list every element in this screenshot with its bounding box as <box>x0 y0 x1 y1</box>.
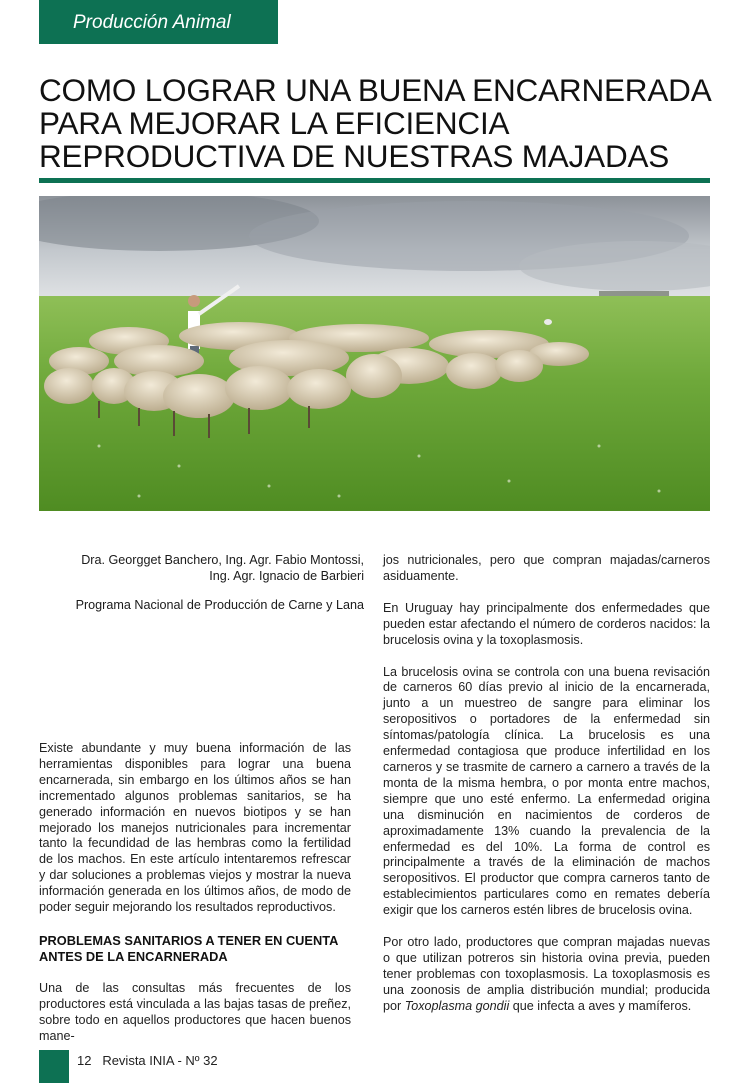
body-paragraph <box>383 935 710 1015</box>
heading-line: ANTES DE LA ENCARNERADA <box>39 948 228 964</box>
title-line: PARA MEJORAR LA EFICIENCIA <box>39 105 510 141</box>
authors-line: Ing. Agr. Ignacio de Barbieri <box>209 568 364 583</box>
text-run: Por otro lado, productores que compran majadas nuevas o que utilizan potreros sin historia ovina previa, pueden tener problemas con toxoplasmosis. La toxoplasmosis es una zoonosis de amplia distribución mundial; producida por <box>383 935 710 1013</box>
species-name: Toxoplasma gondii <box>404 998 510 1013</box>
title-line: REPRODUCTIVA DE NUESTRAS MAJADAS <box>39 138 670 174</box>
program-name: Programa Nacional de Producción de Carne y Lana <box>75 598 364 612</box>
article-title <box>39 74 729 173</box>
left-column-continued <box>39 981 351 1045</box>
authors-line: Dra. Georgget Banchero, Ing. Agr. Fabio Montossi, <box>81 553 364 567</box>
intro-paragraph: Existe abundante y muy buena información de las herramientas disponibles para lograr una buena encarnerada, sin embargo en los últimos años se han incrementado algunos problemas sanitarios, se ha generado información en nuevos biotipos y se han mejorado los manejos nutricionales para incrementar tanto la fecundidad de las hembras como la fertilidad de los machos. En este artículo intentaremos refrescar y dar soluciones a problemas viejos y mostrar la nueva información generada en los últimos años, de modo de poder seguir mejorando los resultados reproductivos. <box>39 741 351 915</box>
body-paragraph: La brucelosis ovina se controla con una buena revisación de carneros 60 días previo al inicio de la encarnerada, junto a un muestreo de sangre para eliminar los seropositivos o portadores de la enfermedad sin síntomas/patología clínica. La brucelosis es una enfermedad contagiosa que produce infertilidad en los carneros y se trasmite de carnero a carnero a través de la monta de la misma hembra, o por monta entre machos, siempre que uno esté enfermo. La enfermedad origina una disminución en nacimientos de corderos de aproximadamente 13% cuando la prevalencia de la enfermedad es del 10%. La forma de control es principalmente a través de la eliminación de machos seropositivos. El productor que compra carneros tanto de establecimientos particulares como en remates debería exigir que los carneros estén libres de brucelosis ovina. <box>383 664 710 918</box>
section-label: Producción Animal <box>39 0 278 44</box>
sheep-flock-photo <box>39 196 710 511</box>
body-paragraph: jos nutricionales, pero que compran majadas/carneros asiduamente. <box>383 553 710 583</box>
right-column <box>383 553 710 1015</box>
left-column <box>39 741 351 916</box>
section-heading <box>39 933 364 965</box>
page-footer <box>77 1053 218 1068</box>
text-run: que infecta a aves y mamíferos. <box>509 998 692 1013</box>
title-divider <box>39 178 710 183</box>
heading-line: PROBLEMAS SANITARIOS A TENER EN CUENTA <box>39 933 339 948</box>
body-paragraph: En Uruguay hay principalmente dos enfermedades que pueden estar afectando el número de corderos nacidos: la brucelosis ovina y la toxoplasmosis. <box>383 600 710 647</box>
publication-name: Revista INIA - Nº 32 <box>102 1053 218 1068</box>
article-authors <box>39 553 364 585</box>
title-line: COMO LOGRAR UNA BUENA ENCARNERADA <box>39 72 712 108</box>
page-number: 12 <box>77 1053 92 1068</box>
footer-accent-box <box>39 1050 69 1083</box>
body-paragraph: Una de las consultas más frecuentes de los productores está vinculada a las bajas tasas de preñez, sobre todo en aquellos productores que hacen buenos mane- <box>39 981 351 1043</box>
